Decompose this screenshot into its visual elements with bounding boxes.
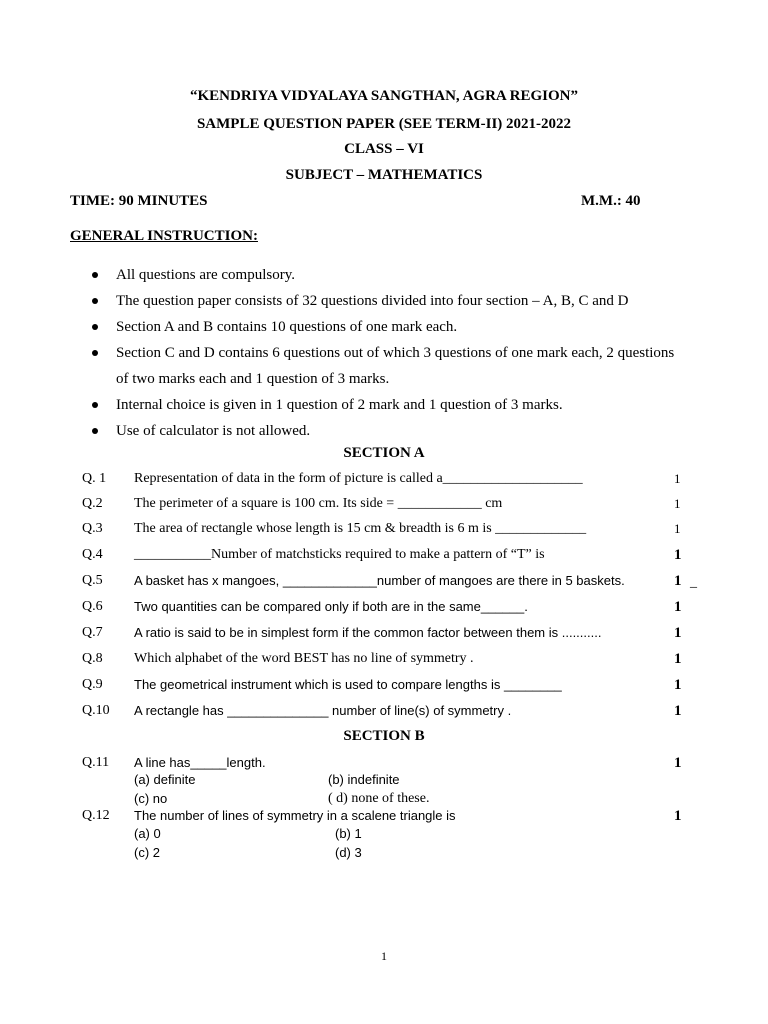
- question-marks: 1: [674, 651, 682, 667]
- option-d: (d) 3: [335, 845, 362, 860]
- question-row: [0, 703, 768, 725]
- question-number: Q.11: [82, 755, 110, 770]
- question-marks: 1: [674, 573, 682, 589]
- question-marks: 1: [674, 496, 681, 511]
- bullet-icon: [92, 350, 98, 356]
- question-number: Q.8: [82, 651, 103, 666]
- page-number: 1: [381, 949, 387, 963]
- question-text: The number of lines of symmetry in a scalene triangle is: [134, 808, 456, 823]
- question-text: The geometrical instrument which is used to compare lengths is ________: [134, 677, 562, 692]
- question-row: [0, 625, 768, 647]
- instruction-item: Internal choice is given in 1 question of 2 mark and 1 question of 3 marks.: [92, 392, 712, 418]
- paper-title: SAMPLE QUESTION PAPER (SEE TERM-II) 2021-2022: [196, 116, 572, 132]
- stray-underscore: _: [690, 575, 697, 590]
- question-marks: 1: [674, 677, 682, 693]
- question-text: A basket has x mangoes, _____________number of mangoes are there in 5 baskets.: [134, 573, 625, 588]
- question-row: [0, 677, 768, 699]
- question-row: [0, 521, 768, 543]
- time-allowed: TIME: 90 MINUTES: [70, 193, 208, 209]
- section-a-heading: SECTION A: [343, 445, 425, 461]
- question-number: Q.5: [82, 573, 103, 588]
- option-a: (a) 0: [134, 826, 161, 841]
- question-marks: 1: [674, 547, 682, 563]
- question-text: The area of rectangle whose length is 15 cm & breadth is 6 m is _____________: [134, 521, 587, 536]
- question-number: Q. 1: [82, 471, 107, 486]
- question-marks: 1: [674, 703, 682, 719]
- bullet-icon: [92, 324, 98, 330]
- maximum-marks: M.M.: 40: [581, 193, 641, 209]
- subject-title: SUBJECT – MATHEMATICS: [285, 167, 483, 183]
- question-number: Q.4: [82, 547, 103, 562]
- question-number: Q.2: [82, 496, 103, 511]
- bullet-icon: [92, 298, 98, 304]
- question-text: A rectangle has ______________ number of line(s) of symmetry .: [134, 703, 512, 718]
- question-row: [0, 599, 768, 621]
- question-row: [0, 651, 768, 673]
- general-instruction-heading: GENERAL INSTRUCTION:: [70, 228, 258, 244]
- question-text: The perimeter of a square is 100 cm. Its side = ____________ cm: [134, 496, 503, 511]
- question-row: [0, 547, 768, 569]
- option-b: (b) indefinite: [328, 772, 400, 787]
- section-b-heading: SECTION B: [343, 728, 425, 744]
- question-text: Representation of data in the form of picture is called a____________________: [134, 471, 583, 486]
- question-text: A line has_____length.: [134, 755, 266, 770]
- bullet-icon: [92, 428, 98, 434]
- question-row: [0, 471, 768, 493]
- instruction-item: Section A and B contains 10 questions of one mark each.: [92, 314, 712, 340]
- question-number: Q.10: [82, 703, 110, 718]
- question-row: [0, 573, 768, 595]
- question-text: Two quantities can be compared only if both are in the same______.: [134, 599, 528, 614]
- question-row: [0, 808, 768, 830]
- instruction-item: The question paper consists of 32 questions divided into four section – A, B, C and D: [92, 288, 712, 314]
- question-marks: 1: [674, 471, 681, 486]
- option-c: (c) no: [134, 791, 168, 806]
- question-row: [0, 496, 768, 518]
- question-number: Q.7: [82, 625, 103, 640]
- class-title: CLASS – VI: [344, 141, 424, 157]
- question-number: Q.3: [82, 521, 103, 536]
- question-marks: 1: [674, 625, 682, 641]
- question-number: Q.9: [82, 677, 103, 692]
- question-text: Which alphabet of the word BEST has no line of symmetry .: [134, 651, 474, 666]
- question-number: Q.12: [82, 808, 110, 823]
- instruction-list: [92, 262, 712, 444]
- option-c: (c) 2: [134, 845, 160, 860]
- question-marks: 1: [674, 755, 682, 771]
- question-text: ___________Number of matchsticks required to make a pattern of “T” is: [134, 547, 545, 562]
- question-marks: 1: [674, 521, 681, 536]
- option-a: (a) definite: [134, 772, 196, 787]
- option-d: ( d) none of these.: [328, 791, 430, 806]
- instruction-item: All questions are compulsory.: [92, 262, 712, 288]
- organization-title: “KENDRIYA VIDYALAYA SANGTHAN, AGRA REGION”: [189, 88, 579, 104]
- bullet-icon: [92, 402, 98, 408]
- option-b: (b) 1: [335, 826, 362, 841]
- question-marks: 1: [674, 599, 682, 615]
- question-marks: 1: [674, 808, 682, 824]
- bullet-icon: [92, 272, 98, 278]
- instruction-item: Use of calculator is not allowed.: [92, 418, 712, 444]
- question-text: A ratio is said to be in simplest form if the common factor between them is ...........: [134, 625, 602, 640]
- instruction-item: Section C and D contains 6 questions out of which 3 questions of one mark each, 2 questions of two marks each and 1 question of 3 marks.: [92, 340, 712, 392]
- question-number: Q.6: [82, 599, 103, 614]
